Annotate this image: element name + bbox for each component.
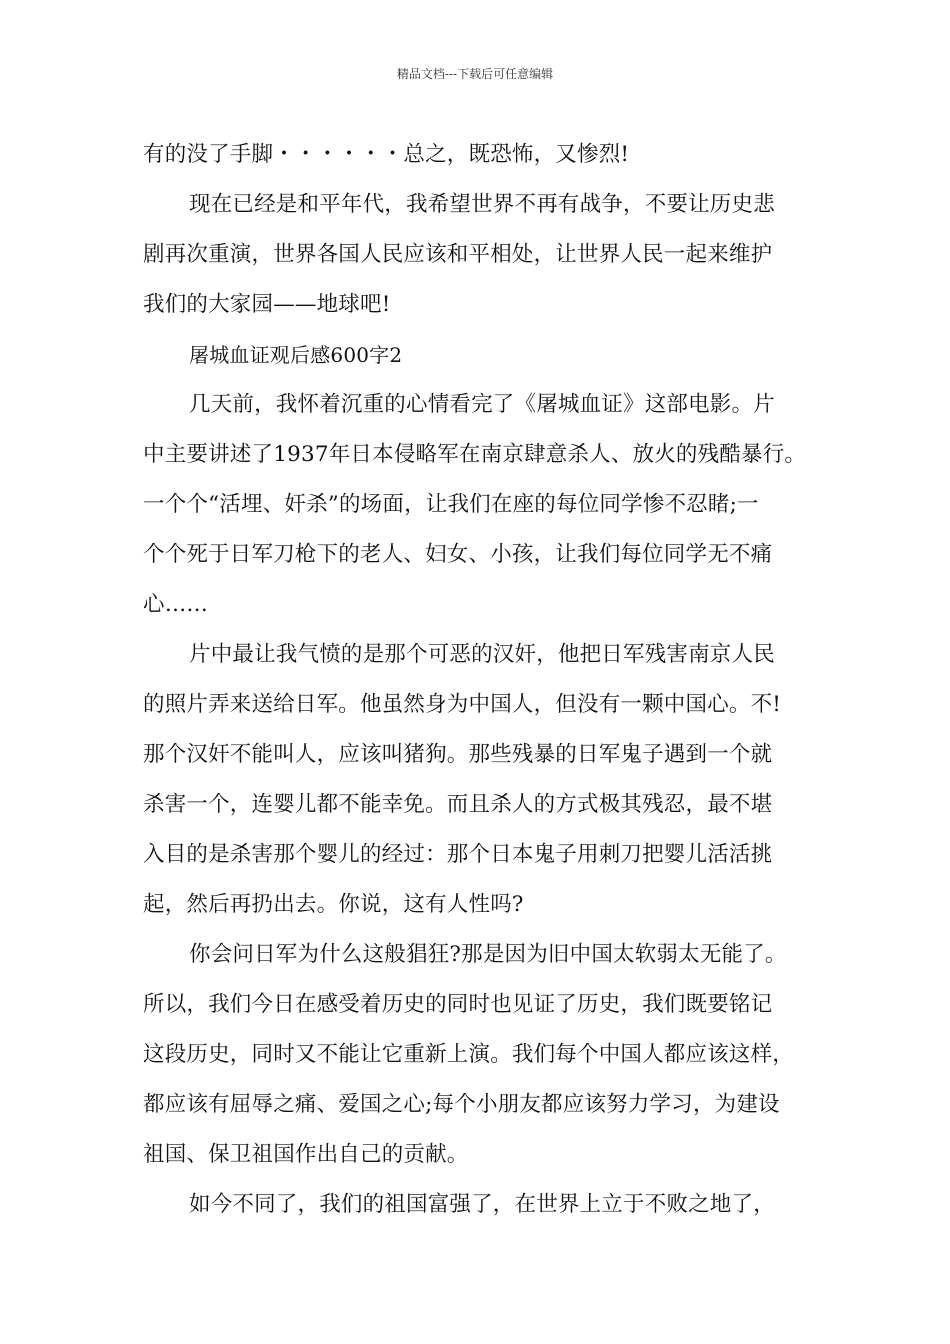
paragraph-line: 心…… [143, 592, 209, 617]
paragraph-line: 个个死于日军刀枪下的老人、妇女、小孩，让我们每位同学无不痛 [143, 542, 773, 567]
paragraph-line: 入目的是杀害那个婴儿的经过：那个日本鬼子用刺刀把婴儿活活挑 [143, 842, 773, 867]
paragraph-line: 的照片弄来送给日军。他虽然身为中国人，但没有一颗中国心。不! [143, 692, 782, 717]
paragraph-line: 中主要讲述了1937年日本侵略军在南京肆意杀人、放火的残酷暴行。 [143, 442, 807, 467]
paragraph-line: 你会问日军为什么这般猖狂?那是因为旧中国太软弱太无能了。 [189, 942, 787, 967]
paragraph-line: 如今不同了，我们的祖国富强了，在世界上立于不败之地了， [189, 1192, 775, 1217]
paragraph-line: 剧再次重演，世界各国人民应该和平相处，让世界人民一起来维护 [143, 242, 773, 267]
paragraph-line: 一个个“活埋、奸杀”的场面，让我们在座的每位同学惨不忍睹;一 [143, 492, 759, 517]
page-header: 精品文档---下载后可任意编辑 [396, 67, 554, 81]
paragraph-line: 都应该有屈辱之痛、爱国之心;每个小朋友都应该努力学习，为建设 [143, 1092, 780, 1117]
paragraph-line: 现在已经是和平年代，我希望世界不再有战争，不要让历史悲 [189, 192, 775, 217]
paragraph-line: 所以，我们今日在感受着历史的同时也见证了历史，我们既要铭记 [143, 992, 773, 1017]
document-body [143, 130, 823, 1230]
paragraph-line: 我们的大家园——地球吧! [143, 292, 391, 317]
paragraph-line: 祖国、保卫祖国作出自己的贡献。 [143, 1142, 469, 1167]
paragraph-line: 有的没了手脚・・・・・・总之，既恐怖，又惨烈! [143, 142, 630, 167]
section-heading: 屠城血证观后感600字2 [189, 343, 403, 367]
paragraph-line: 片中最让我气愤的是那个可恶的汉奸，他把日军残害南京人民 [189, 642, 775, 667]
paragraph-line: 那个汉奸不能叫人，应该叫猪狗。那些残暴的日军鬼子遇到一个就 [143, 742, 773, 767]
paragraph-line: 杀害一个，连婴儿都不能幸免。而且杀人的方式极其残忍，最不堪 [143, 792, 773, 817]
paragraph-line: 几天前，我怀着沉重的心情看完了《屠城血证》这部电影。片 [189, 392, 775, 417]
paragraph-line: 这段历史，同时又不能让它重新上演。我们每个中国人都应该这样， [143, 1042, 795, 1067]
paragraph-line: 起，然后再扔出去。你说，这有人性吗? [143, 892, 524, 917]
